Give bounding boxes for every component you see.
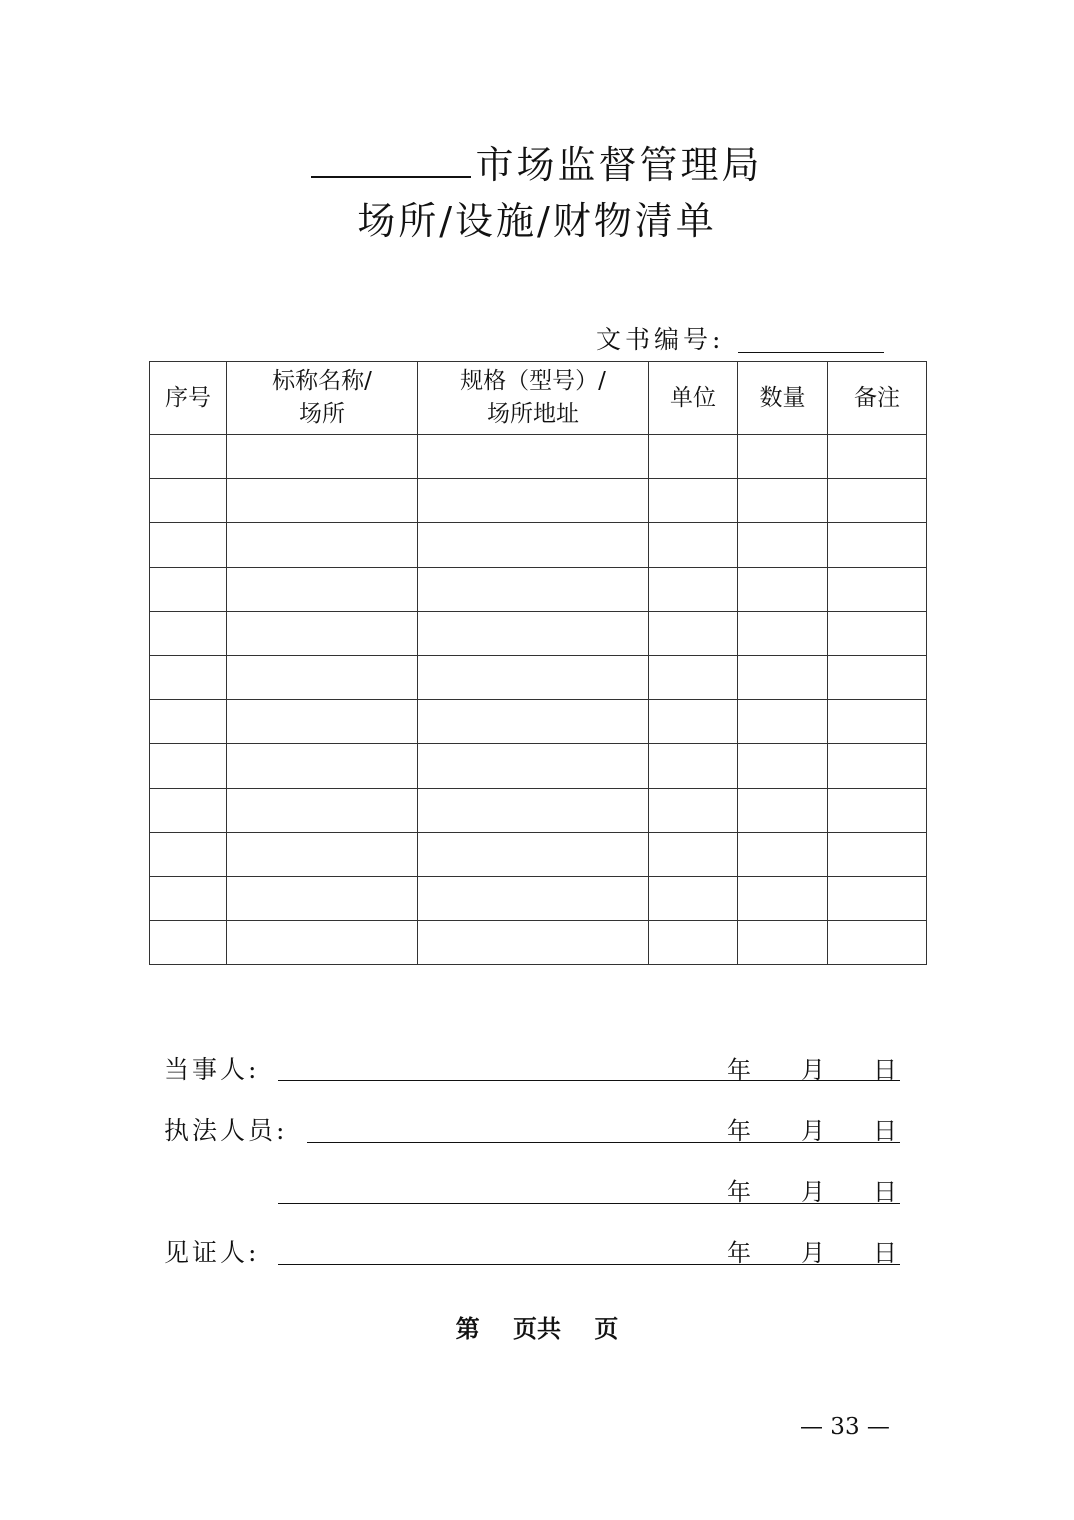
table-cell[interactable] [738,700,828,744]
table-cell[interactable] [150,435,227,479]
table-cell[interactable] [150,700,227,744]
agency-suffix: 市场监督管理局 [475,143,763,187]
table-cell[interactable] [227,921,418,965]
party-label: 当事人: [164,1055,260,1084]
table-cell[interactable] [150,876,227,920]
table-cell[interactable] [227,788,418,832]
table-cell[interactable] [150,611,227,655]
inventory-table [149,361,927,965]
table-cell[interactable] [828,567,927,611]
table-cell[interactable] [418,876,649,920]
table-cell[interactable] [227,744,418,788]
table-cell[interactable] [418,435,649,479]
table-cell[interactable] [649,921,738,965]
table-cell[interactable] [828,876,927,920]
table-cell[interactable] [418,832,649,876]
table-cell[interactable] [150,744,227,788]
table-row [150,832,927,876]
form-title: 场所/设施/财物清单 [357,199,717,243]
page-number: — 33 — [800,1414,890,1440]
table-cell[interactable] [227,655,418,699]
table-cell[interactable] [649,700,738,744]
column-header-remarks: 备注 [828,362,927,435]
table-cell[interactable] [150,523,227,567]
table-cell[interactable] [649,832,738,876]
table-cell[interactable] [649,788,738,832]
table-cell[interactable] [150,832,227,876]
table-cell[interactable] [649,611,738,655]
table-cell[interactable] [828,435,927,479]
table-cell[interactable] [649,435,738,479]
table-row [150,523,927,567]
table-cell[interactable] [828,611,927,655]
table-cell[interactable] [418,567,649,611]
doc-number-blank [738,352,884,353]
table-row [150,611,927,655]
table-cell[interactable] [828,921,927,965]
table-cell[interactable] [227,611,418,655]
table-cell[interactable] [649,567,738,611]
table-cell[interactable] [227,876,418,920]
table-cell[interactable] [418,655,649,699]
table-cell[interactable] [150,921,227,965]
witness-label: 见证人: [164,1238,260,1267]
table-cell[interactable] [828,700,927,744]
table-cell[interactable] [418,523,649,567]
table-cell[interactable] [828,788,927,832]
table-cell[interactable] [828,523,927,567]
table-cell[interactable] [828,832,927,876]
table-cell[interactable] [227,832,418,876]
table-cell[interactable] [828,479,927,523]
column-header-unit: 单位 [649,362,738,435]
table-cell[interactable] [738,788,828,832]
table-row [150,567,927,611]
table-row [150,876,927,920]
table-cell[interactable] [649,876,738,920]
table-header-row [150,362,927,435]
table-cell[interactable] [738,435,828,479]
table-cell[interactable] [738,744,828,788]
table-row [150,435,927,479]
table-row [150,921,927,965]
table-cell[interactable] [418,479,649,523]
table-cell[interactable] [227,435,418,479]
table-cell[interactable] [738,479,828,523]
document-agency-title [0,140,1074,188]
table-row [150,479,927,523]
officers-label: 执法人员: [164,1116,288,1145]
table-cell[interactable] [150,788,227,832]
table-cell[interactable] [150,479,227,523]
doc-number-label: 文书编号: [596,325,725,354]
table-cell[interactable] [649,744,738,788]
table-cell[interactable] [150,655,227,699]
table-cell[interactable] [738,611,828,655]
table-cell[interactable] [227,479,418,523]
agency-name-blank [311,140,471,178]
table-cell[interactable] [227,523,418,567]
column-header-quantity: 数量 [738,362,828,435]
table-row [150,700,927,744]
column-header-spec: 规格（型号）/ 场所地址 [418,362,649,435]
table-cell[interactable] [418,700,649,744]
table-cell[interactable] [738,876,828,920]
column-header-index: 序号 [150,362,227,435]
table-cell[interactable] [150,567,227,611]
table-row [150,655,927,699]
table-row [150,744,927,788]
table-cell[interactable] [828,655,927,699]
table-cell[interactable] [418,744,649,788]
table-cell[interactable] [227,567,418,611]
table-cell[interactable] [418,611,649,655]
table-cell[interactable] [227,700,418,744]
table-cell[interactable] [738,567,828,611]
table-row [150,788,927,832]
table-cell[interactable] [418,788,649,832]
table-cell[interactable] [649,655,738,699]
table-cell[interactable] [738,655,828,699]
table-cell[interactable] [649,479,738,523]
page-count: 第 页共 页 [455,1314,619,1343]
table-cell[interactable] [738,921,828,965]
column-header-name: 标称名称/ 场所 [227,362,418,435]
table-cell[interactable] [649,523,738,567]
table-cell[interactable] [828,744,927,788]
table-cell[interactable] [418,921,649,965]
table-cell[interactable] [738,832,828,876]
table-cell[interactable] [738,523,828,567]
